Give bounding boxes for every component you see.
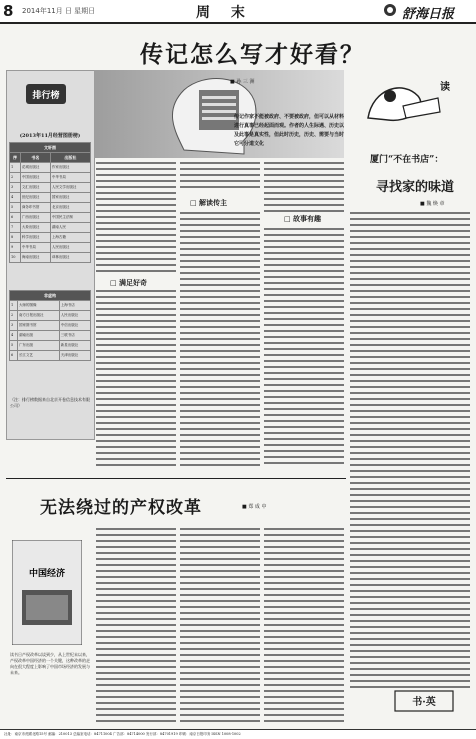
table-cell: 作家出版社 xyxy=(50,163,90,173)
col-header: 出版社 xyxy=(50,153,90,163)
table-row xyxy=(10,301,91,311)
table-row xyxy=(10,243,91,253)
table-cell: 广西出版社 xyxy=(20,213,50,223)
table-cell: 新星出版社 xyxy=(59,341,90,351)
section-divider xyxy=(6,478,346,479)
table-cell: 1 xyxy=(10,301,18,311)
table-cell: 译林出版社 xyxy=(50,253,90,263)
bestseller-note: （注：排行榜数据来自北京开卷信息技术有限公司） xyxy=(10,397,90,408)
table-cell: 大象出版社 xyxy=(20,223,50,233)
pull-quote: 传记作家不能被政府、不要被政府，但可以从材料进行真事已经起面而观。作者的人生际遇、历史以及此事是真实性，但此时历史，历史、需要与当时它可分道文化 xyxy=(234,114,345,147)
page-number: 8 xyxy=(3,2,14,20)
bottom-article-title: 无法绕过的产权改革 xyxy=(40,498,202,518)
table-cell: 湖南人民 xyxy=(50,223,90,233)
bestseller-badge-text: 排行榜 xyxy=(32,91,60,101)
table-cell: 2 xyxy=(10,311,18,321)
body-text-column xyxy=(264,162,344,212)
table-cell: 5 xyxy=(10,203,21,213)
table-cell: 天津出版社 xyxy=(59,351,90,361)
table-cell: 上海书店 xyxy=(59,301,90,311)
body-text-column xyxy=(264,228,344,468)
table-cell: 中国出版社 xyxy=(20,173,50,183)
body-text-column xyxy=(180,528,260,724)
table-row xyxy=(10,331,91,341)
paper-logo-icon xyxy=(382,3,398,17)
right-article-title: 厦门“不在书店”： xyxy=(370,155,444,165)
table-row xyxy=(10,223,91,233)
table-row xyxy=(10,321,91,331)
table-row xyxy=(10,233,91,243)
table-row xyxy=(10,203,91,213)
svg-text:读: 读 xyxy=(440,82,450,93)
bestseller-table-2 xyxy=(9,290,91,361)
body-text-column xyxy=(96,528,176,724)
body-text-column xyxy=(350,212,470,688)
right-article-subtitle: 寻找家的味道 xyxy=(376,180,455,195)
table-cell: 人民文学出版社 xyxy=(50,183,90,193)
table-cell: 中信出版社 xyxy=(59,321,90,331)
table-cell: 湖南出版 xyxy=(17,331,59,341)
table-cell: 文汇出版社 xyxy=(20,183,50,193)
table-cell: 国家图书馆 xyxy=(17,321,59,331)
body-text-column xyxy=(180,162,260,192)
table-row xyxy=(10,213,91,223)
table-cell: 上海古籍 xyxy=(50,233,90,243)
table-cell: 7 xyxy=(10,223,21,233)
table-row xyxy=(10,173,91,183)
table-cell: 6 xyxy=(10,351,18,361)
table-row xyxy=(10,341,91,351)
book-cover-title: 中国经济 xyxy=(28,569,66,579)
table-row xyxy=(10,193,91,203)
table-cell: 科学出版社 xyxy=(20,233,50,243)
table-cell: 国家出版社 xyxy=(50,193,90,203)
table-cell: 三联书店 xyxy=(59,331,90,341)
table-row xyxy=(10,163,91,173)
table-cell: 3 xyxy=(10,183,21,193)
book-cover-image xyxy=(12,540,82,645)
table-cell: 6 xyxy=(10,213,21,223)
subhead: □ 满足好奇 xyxy=(110,278,148,287)
table-cell: 4 xyxy=(10,331,18,341)
table-cell: 广东出版 xyxy=(17,341,59,351)
table-cell: 3 xyxy=(10,321,18,331)
table-cell: 世纪出版社 xyxy=(20,193,50,203)
svg-text:书·英: 书·英 xyxy=(412,697,436,708)
article-title: 传记怎么写才好看？ xyxy=(140,41,365,68)
reading-illustration xyxy=(348,68,468,128)
table-cell: 2 xyxy=(10,173,21,183)
table-cell: 人民出版社 xyxy=(59,311,90,321)
page-footer: 社址：南京市虎踞北路15号 邮编：210013 总编室电话：84711004 广告部：84714000 发行部：84701919 印刷：南京日报印务 ISSN 1008-1002 xyxy=(0,729,476,739)
body-text-column xyxy=(96,162,176,272)
seal-stamp xyxy=(394,690,454,712)
table-cell: 9 xyxy=(10,243,21,253)
book-caption: 读书日产权改革以谈到少，从上世纪末以来，产权改革中国经济的一个关键，这种改革的走向在很大程度上影响了中国市场经济的发展与未来。 xyxy=(10,652,90,675)
table-row xyxy=(10,311,91,321)
col-header: 序 xyxy=(10,153,21,163)
table-cell: 中华书局 xyxy=(20,243,50,253)
table-cell: 海南出版社 xyxy=(20,253,50,263)
table-cell: 中国民主法制 xyxy=(50,213,90,223)
table-cell: 商务印书馆 xyxy=(20,203,50,213)
table-cell: 1 xyxy=(10,163,21,173)
article-byline: ■ 孙 三 洲 xyxy=(230,79,255,85)
table-cell: 5 xyxy=(10,341,18,351)
body-text-column xyxy=(264,528,344,724)
table-row xyxy=(10,253,91,263)
bottom-article-byline: ■ 郑 成 中 xyxy=(242,504,267,510)
table-cell: 4 xyxy=(10,193,21,203)
right-article-byline: ■ 魏 焕 章 xyxy=(420,201,445,207)
table-cell: 人民出版社 xyxy=(50,243,90,253)
col-header: 书名 xyxy=(20,153,50,163)
table-caption: 非虚构 xyxy=(10,291,91,301)
table-cell: 北京出版社 xyxy=(50,203,90,213)
body-text-column xyxy=(96,290,176,468)
table-row xyxy=(10,183,91,193)
table-cell: 中华书局 xyxy=(50,173,90,183)
table-cell: 南方日报出版社 xyxy=(17,311,59,321)
table-caption: 文轩图 xyxy=(10,143,91,153)
table-cell: 长江文艺 xyxy=(17,351,59,361)
bestseller-title: (2013年11月经营图册榜) xyxy=(19,133,81,139)
bestseller-badge xyxy=(24,78,68,110)
issue-date: 2014年11月 日 星期日 xyxy=(22,7,96,15)
subhead: □ 解读传主 xyxy=(190,198,228,207)
table-cell: 10 xyxy=(10,253,21,263)
bestseller-table xyxy=(9,142,91,263)
table-cell: 花城出版社 xyxy=(20,163,50,173)
section-name: 周 末 xyxy=(196,5,253,21)
body-text-column xyxy=(180,212,260,468)
subhead: □ 故事有趣 xyxy=(284,214,322,223)
table-row xyxy=(10,351,91,361)
table-cell: 大师的图像 xyxy=(17,301,59,311)
paper-name: 舒海日报 xyxy=(402,7,455,22)
table-cell: 8 xyxy=(10,233,21,243)
